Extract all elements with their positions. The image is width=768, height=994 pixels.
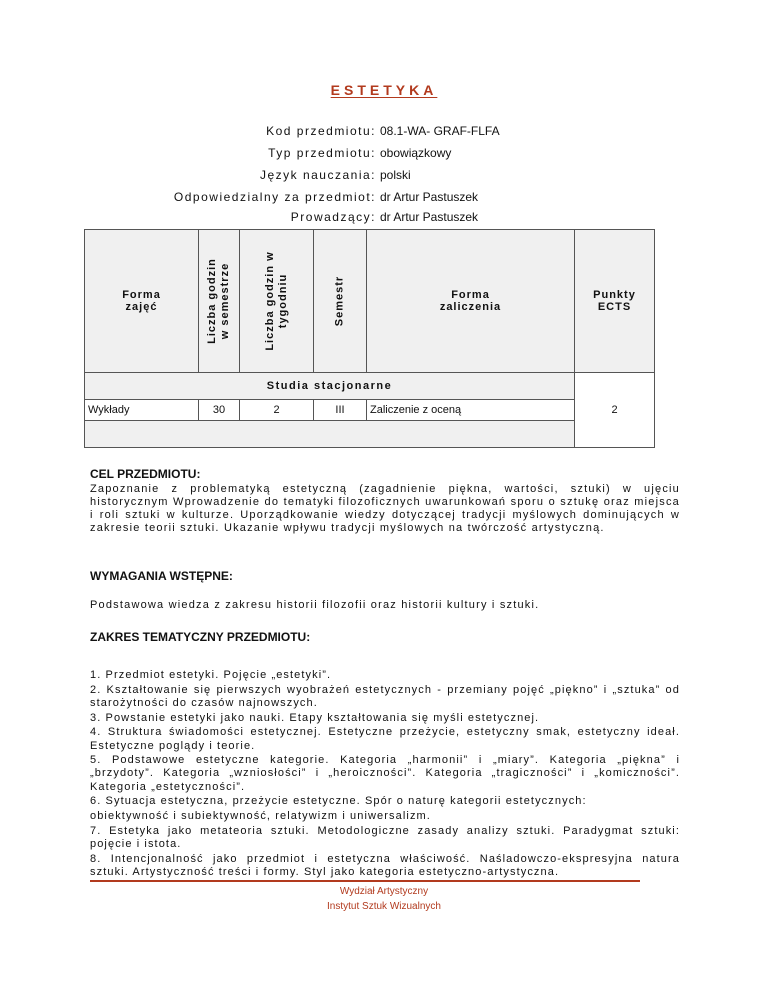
list-item: 6. Sytuacja estetyczna, przeżycie estetyczne. Spór o naturę kategorii estetycznych: <box>90 795 587 808</box>
list-item: 7. Estetyka jako metateoria sztuki. Metodologiczne zasady analizy sztuki. Paradygmat sztuki: pojęcie i istota. <box>90 824 680 850</box>
cell-ects: 2 <box>575 373 655 448</box>
list-item: 3. Powstanie estetyki jako nauki. Etapy kształtowania się myśli estetycznej. <box>90 711 540 724</box>
cel-text: Zapoznanie z problematyką estetyczną (zagadnienie piękna, wartości, sztuki) w ujęciu historycznym Wprowadzenie do tematyki filozoficznych uwarunkowań sporu o sztukę oraz miejsca i roli sztuki w kulturze. Uporządkowanie wiedzy dotyczącej tradycji myślowych dominujących w zakresie teorii sztuki. Ukazanie wpływu tradycji myślowych na twórczość artystyczną. <box>90 483 680 534</box>
meta-value: dr Artur Pastuszek <box>380 210 479 224</box>
meta-label: Prowadzący: <box>290 210 376 224</box>
meta-value: dr Artur Pastuszek <box>380 190 479 204</box>
cell-godzin-tydzien: 2 <box>240 400 314 421</box>
meta-row-odpowiedzialny <box>0 190 768 208</box>
list-item: 2. Kształtowanie się pierwszych wyobrażeń estetycznych - przemiany pojęć „piękno” i „sztuka” od starożytności do czasów najnowszych. <box>90 683 680 709</box>
footer-faculty: Wydział Artystyczny <box>339 886 429 897</box>
meta-value: 08.1-WA- GRAF-FLFA <box>380 124 500 138</box>
section-studia-stacjonarne: Studia stacjonarne <box>85 373 575 400</box>
meta-label: Odpowiedzialny za przedmiot: <box>173 190 376 204</box>
header-forma-zaliczenia: Forma zaliczenia <box>367 230 575 373</box>
meta-row-kod <box>0 124 768 142</box>
zakres-list <box>90 669 680 881</box>
zakres-heading: ZAKRES TEMATYCZNY PRZEDMIOTU: <box>90 630 311 644</box>
meta-label: Język nauczania: <box>259 168 376 182</box>
cell-forma: Wykłady <box>85 400 199 421</box>
header-godzin-tydzien: Liczba godzin w tygodniu <box>240 230 314 373</box>
list-item: 1. Przedmiot estetyki. Pojęcie „estetyki”. <box>90 669 332 681</box>
wymagania-text: Podstawowa wiedza z zakresu historii filozofii oraz historii kultury i sztuki. <box>90 599 540 611</box>
meta-value: obowiązkowy <box>380 146 452 160</box>
cell-semestr: III <box>314 400 367 421</box>
meta-row-jezyk <box>0 168 768 186</box>
list-item: 4. Struktura świadomości estetycznej. Estetyczne przeżycie, estetyczny smak, estetyczny ideał. Estetyczne poglądy i teorie. <box>90 726 680 752</box>
table-empty-row <box>85 421 655 448</box>
header-semestr: Semestr <box>314 230 367 373</box>
header-punkty-ects: Punkty ECTS <box>575 230 655 373</box>
footer-divider <box>90 880 640 882</box>
list-item: obiektywność i subiektywność, relatywizm i uniwersalizm. <box>90 810 431 823</box>
header-godzin-semestr: Liczba godzin w semestrze <box>199 230 240 373</box>
meta-value: polski <box>380 168 411 182</box>
header-forma-zajec: Forma zajęć <box>85 230 199 373</box>
meta-label: Kod przedmiotu: <box>266 124 376 138</box>
list-item: 8. Intencjonalność jako przedmiot i estetyczna właściwość. Naśladowczo-ekspresyjna natura sztuki. Artystyczność treści i formy. Styl jako kategoria estetyczno-artystyczna. <box>90 852 680 878</box>
cell-godzin-semestr: 30 <box>199 400 240 421</box>
footer-institute: Instytut Sztuk Wizualnych <box>327 901 441 912</box>
table-row <box>85 400 655 421</box>
cell-zaliczenie: Zaliczenie z oceną <box>367 400 575 421</box>
meta-row-prowadzacy <box>0 210 768 228</box>
cel-heading: CEL PRZEDMIOTU: <box>90 467 201 481</box>
table-header-row <box>85 230 655 373</box>
empty-cell <box>85 421 575 448</box>
table-section-row <box>85 373 655 400</box>
course-table <box>84 229 655 448</box>
meta-label: Typ przedmiotu: <box>268 146 376 160</box>
meta-row-typ <box>0 146 768 164</box>
wymagania-heading: WYMAGANIA WSTĘPNE: <box>90 569 233 583</box>
list-item: 5. Podstawowe estetyczne kategorie. Kategoria „harmonii” i „miary”. Kategoria „piękna” i „brzydoty”. Kategoria „wzniosłości” i „heroiczności”. Kategoria „tragiczności” i „komiczności”. Kategoria „estetyczności”. <box>90 754 680 793</box>
document-title: ESTETYKA <box>330 82 438 98</box>
